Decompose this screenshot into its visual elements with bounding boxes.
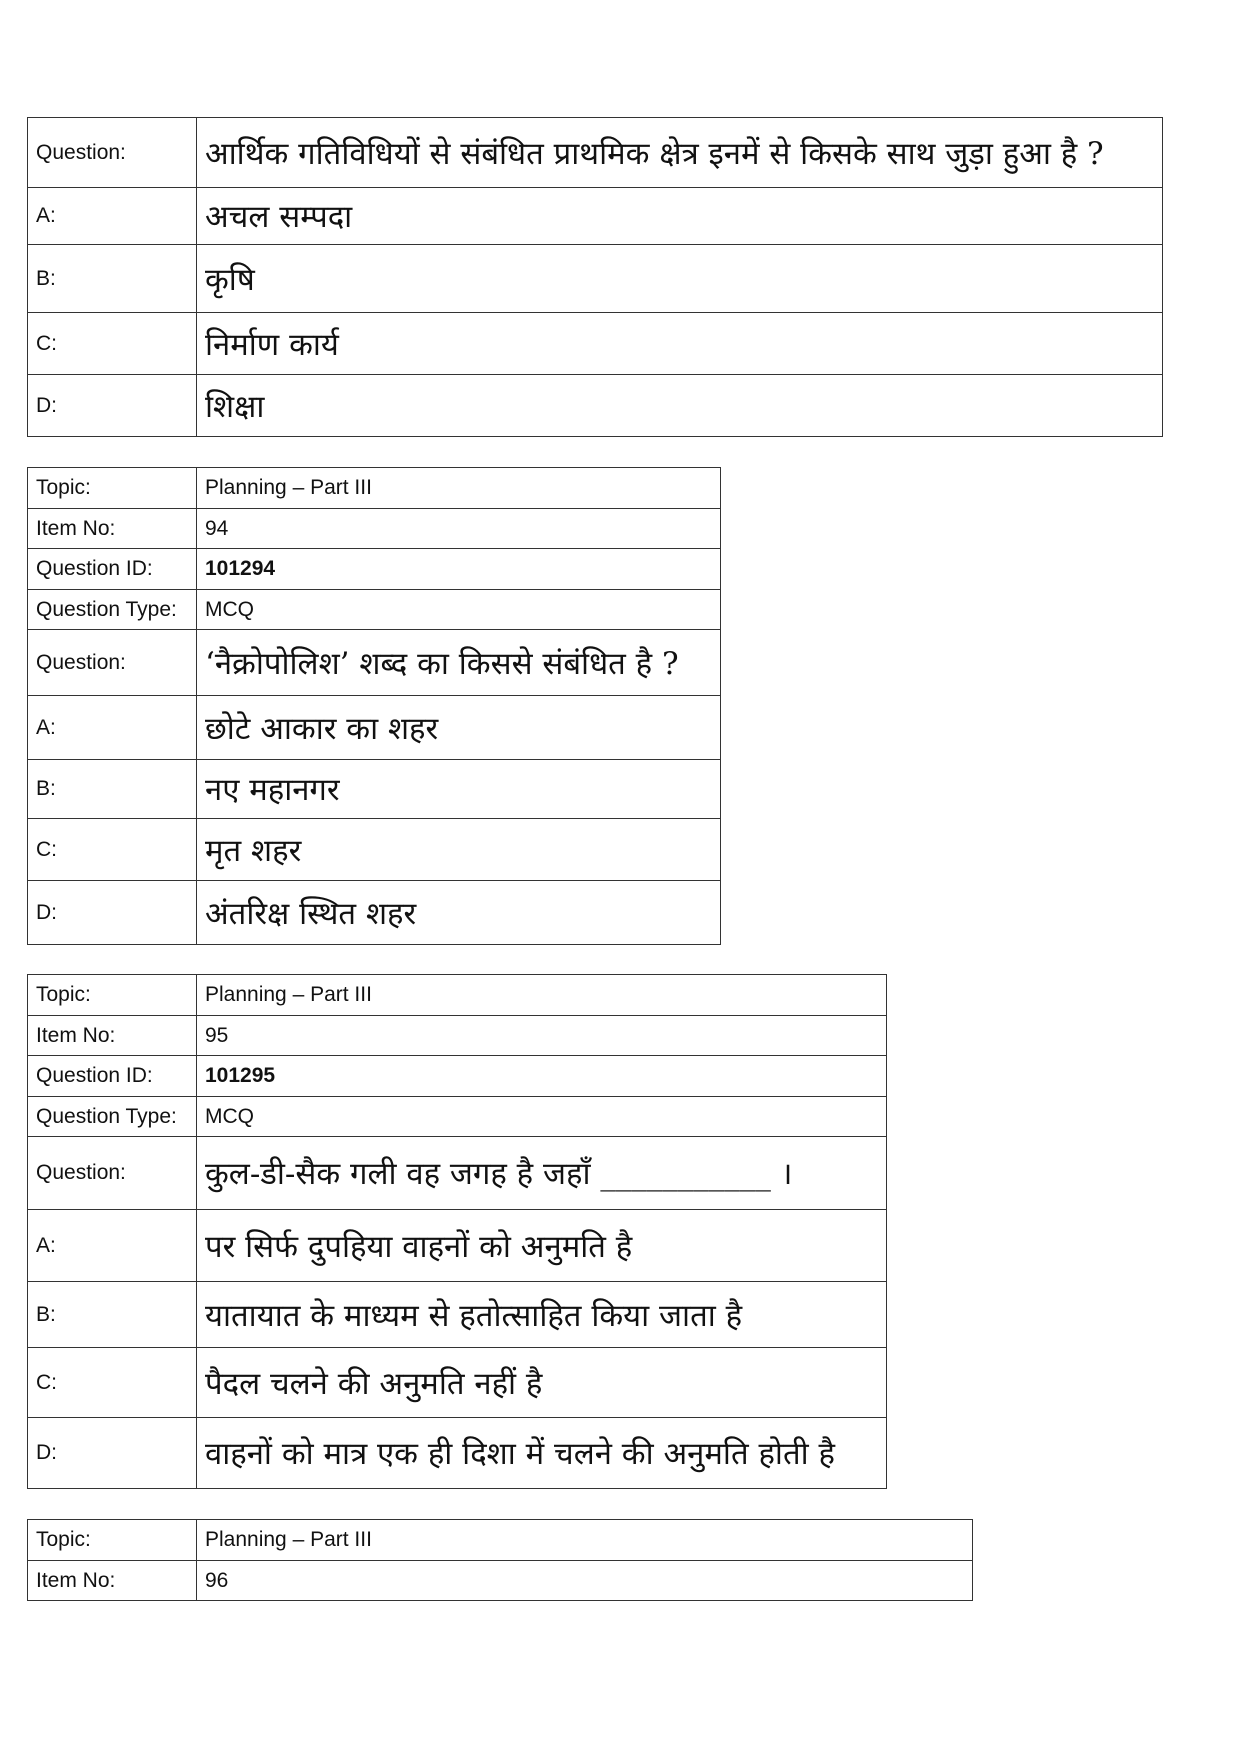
question-type-row xyxy=(28,1097,887,1137)
option-row-b xyxy=(28,760,721,819)
item-no-value: 95 xyxy=(197,1016,887,1056)
option-row-c xyxy=(28,313,1163,375)
question-table-4 xyxy=(27,1519,973,1601)
item-no-label: Item No: xyxy=(28,1561,197,1601)
question-label: Question: xyxy=(28,1137,197,1210)
question-id-row xyxy=(28,1056,887,1097)
topic-row xyxy=(28,1520,973,1561)
topic-label: Topic: xyxy=(28,468,197,509)
item-no-value: 96 xyxy=(197,1561,973,1601)
option-label: B: xyxy=(28,245,197,313)
topic-label: Topic: xyxy=(28,1520,197,1561)
option-text: नए महानगर xyxy=(197,760,721,819)
topic-value: Planning – Part III xyxy=(197,1520,973,1561)
option-text: मृत शहर xyxy=(197,819,721,881)
question-text: आर्थिक गतिविधियों से संबंधित प्राथमिक क्षेत्र इनमें से किसके साथ जुड़ा हुआ है ? xyxy=(197,118,1163,188)
option-label: A: xyxy=(28,1210,197,1282)
option-text: वाहनों को मात्र एक ही दिशा में चलने की अनुमति होती है xyxy=(197,1418,887,1489)
question-table-3 xyxy=(27,974,887,1489)
question-id-row xyxy=(28,549,721,590)
option-row-d xyxy=(28,1418,887,1489)
option-text: अंतरिक्ष स्थित शहर xyxy=(197,881,721,945)
option-text: छोटे आकार का शहर xyxy=(197,696,721,760)
option-label: C: xyxy=(28,313,197,375)
item-no-row xyxy=(28,1561,973,1601)
question-table-2 xyxy=(27,467,721,945)
question-type-value: MCQ xyxy=(197,1097,887,1137)
topic-label: Topic: xyxy=(28,975,197,1016)
item-no-row xyxy=(28,509,721,549)
option-row-b xyxy=(28,1282,887,1348)
option-row-d xyxy=(28,881,721,945)
option-label: C: xyxy=(28,819,197,881)
option-text: निर्माण कार्य xyxy=(197,313,1163,375)
option-label: B: xyxy=(28,1282,197,1348)
option-row-a xyxy=(28,188,1163,245)
option-row-b xyxy=(28,245,1163,313)
question-type-label: Question Type: xyxy=(28,1097,197,1137)
question-text: ‘नैक्रोपोलिश’ शब्द का किससे संबंधित है ? xyxy=(197,630,721,696)
option-label: D: xyxy=(28,881,197,945)
option-text: यातायात के माध्यम से हतोत्साहित किया जाता है xyxy=(197,1282,887,1348)
question-row xyxy=(28,118,1163,188)
item-no-row xyxy=(28,1016,887,1056)
question-id-value: 101295 xyxy=(197,1056,887,1097)
question-label: Question: xyxy=(28,630,197,696)
option-text: शिक्षा xyxy=(197,375,1163,437)
question-table-1 xyxy=(27,117,1163,437)
item-no-label: Item No: xyxy=(28,1016,197,1056)
option-label: A: xyxy=(28,188,197,245)
item-no-label: Item No: xyxy=(28,509,197,549)
question-type-label: Question Type: xyxy=(28,590,197,630)
topic-row xyxy=(28,975,887,1016)
option-label: A: xyxy=(28,696,197,760)
topic-value: Planning – Part III xyxy=(197,468,721,509)
question-row xyxy=(28,630,721,696)
question-type-row xyxy=(28,590,721,630)
item-no-value: 94 xyxy=(197,509,721,549)
option-row-a xyxy=(28,696,721,760)
question-id-label: Question ID: xyxy=(28,1056,197,1097)
question-id-value: 101294 xyxy=(197,549,721,590)
option-text: पर सिर्फ दुपहिया वाहनों को अनुमति है xyxy=(197,1210,887,1282)
option-label: B: xyxy=(28,760,197,819)
option-row-a xyxy=(28,1210,887,1282)
option-text: पैदल चलने की अनुमति नहीं है xyxy=(197,1348,887,1418)
option-label: D: xyxy=(28,375,197,437)
option-row-c xyxy=(28,1348,887,1418)
question-text: कुल-डी-सैक गली वह जगह है जहाँ ___________ । xyxy=(197,1137,887,1210)
option-label: D: xyxy=(28,1418,197,1489)
option-text: कृषि xyxy=(197,245,1163,313)
topic-value: Planning – Part III xyxy=(197,975,887,1016)
option-row-d xyxy=(28,375,1163,437)
question-id-label: Question ID: xyxy=(28,549,197,590)
option-label: C: xyxy=(28,1348,197,1418)
topic-row xyxy=(28,468,721,509)
question-label: Question: xyxy=(28,118,197,188)
option-row-c xyxy=(28,819,721,881)
question-type-value: MCQ xyxy=(197,590,721,630)
option-text: अचल सम्पदा xyxy=(197,188,1163,245)
question-row xyxy=(28,1137,887,1210)
